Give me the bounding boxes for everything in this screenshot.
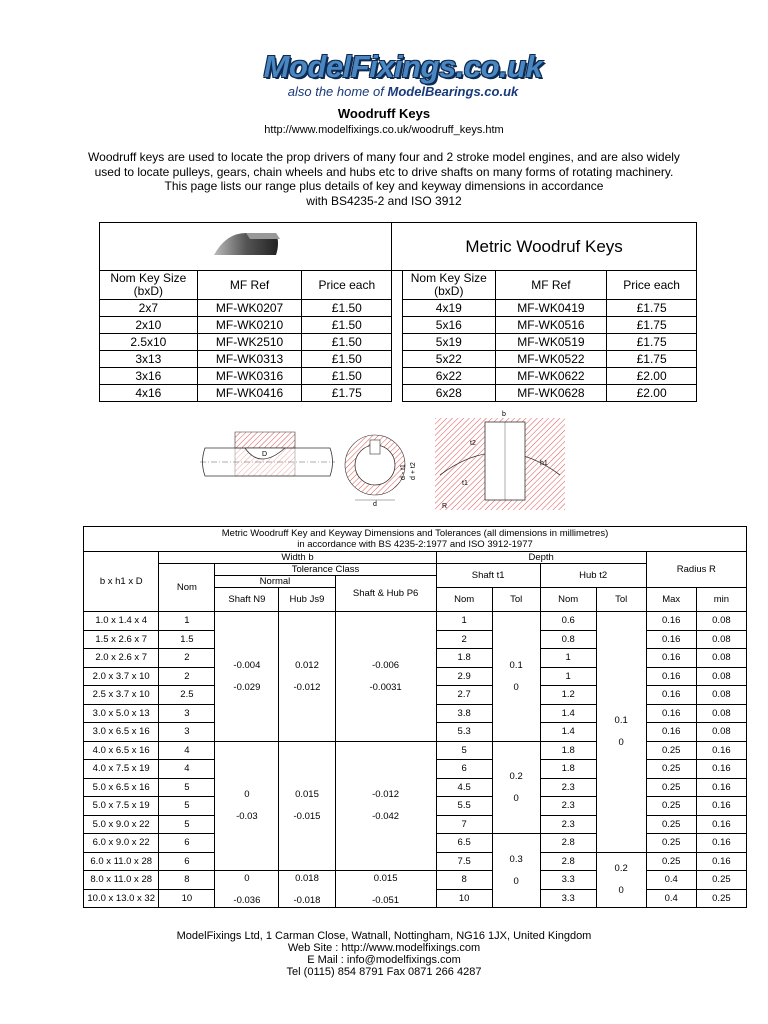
header-width: Width b [159, 552, 436, 564]
header-bhd: b x h1 x D [84, 552, 159, 612]
size-cell: 5.0 x 6.5 x 16 [84, 778, 159, 797]
radius-min-cell: 0.08 [696, 649, 746, 668]
price-cell: £1.50 [302, 368, 392, 385]
radius-max-cell: 0.16 [646, 649, 696, 668]
key-image-cell [100, 223, 392, 271]
col-header-price: Price each [302, 271, 392, 300]
shaft-nom-cell: 5 [436, 741, 492, 760]
width-nom-cell: 2.5 [159, 686, 215, 705]
logo-main-text: ModelFixings.co.uk [263, 49, 543, 84]
width-nom-cell: 4 [159, 760, 215, 779]
price-cell: £2.00 [607, 368, 697, 385]
header-depth: Depth [436, 552, 646, 564]
logo [258, 50, 548, 100]
radius-min-cell: 0.25 [696, 889, 746, 908]
size-cell: 5.0 x 7.5 x 19 [84, 797, 159, 816]
header-shaft-nom: Nom [436, 588, 492, 612]
dimensions-table [83, 526, 747, 908]
hub-tol-cell: 0.2 0 [596, 852, 646, 908]
ref-cell: MF-WK0313 [197, 351, 302, 368]
width-nom-cell: 2 [159, 649, 215, 668]
radius-max-cell: 0.25 [646, 797, 696, 816]
radius-min-cell: 0.16 [696, 852, 746, 871]
caption-line-1: Metric Woodruff Key and Keyway Dimensions and Tolerances (all dimensions in millimetres) [221, 528, 609, 539]
radius-max-cell: 0.16 [646, 686, 696, 705]
shaft-nom-cell: 6 [436, 760, 492, 779]
tol-n9-cell: -0.004 -0.029 [215, 612, 279, 742]
keyway-detail-view [435, 411, 565, 510]
hub-nom-cell: 1.4 [540, 723, 596, 742]
label-b: b [502, 411, 506, 418]
radius-min-cell: 0.16 [696, 815, 746, 834]
width-nom-cell: 1.5 [159, 630, 215, 649]
hub-nom-cell: 3.3 [540, 871, 596, 890]
radius-min-cell: 0.08 [696, 704, 746, 723]
shaft-nom-cell: 2.7 [436, 686, 492, 705]
shaft-nom-cell: 7 [436, 815, 492, 834]
shaft-nom-cell: 2.9 [436, 667, 492, 686]
ref-cell: MF-WK0622 [495, 368, 607, 385]
price-cell: £1.75 [607, 334, 697, 351]
size-cell: 6x28 [402, 385, 495, 402]
radius-max-cell: 0.25 [646, 815, 696, 834]
table-gap [392, 300, 403, 317]
radius-max-cell: 0.4 [646, 889, 696, 908]
radius-max-cell: 0.16 [646, 630, 696, 649]
woodruff-key-icon [206, 225, 286, 265]
ref-cell: MF-WK0416 [197, 385, 302, 402]
shaft-nom-cell: 2 [436, 630, 492, 649]
radius-min-cell: 0.08 [696, 612, 746, 631]
size-cell: 10.0 x 13.0 x 32 [84, 889, 159, 908]
table-row [84, 871, 747, 890]
label-t1: t1 [462, 480, 468, 487]
ref-cell: MF-WK0210 [197, 317, 302, 334]
header-nom: Nom [159, 564, 215, 612]
header-radius: Radius R [646, 552, 746, 588]
table-row [100, 385, 697, 402]
table-row [84, 741, 747, 760]
width-nom-cell: 8 [159, 871, 215, 890]
size-cell: 4.0 x 6.5 x 16 [84, 741, 159, 760]
size-cell: 2.0 x 2.6 x 7 [84, 649, 159, 668]
size-cell: 3x13 [100, 351, 198, 368]
table-gap [392, 271, 403, 300]
label-t2: t2 [470, 440, 476, 447]
size-cell: 2.5x10 [100, 334, 198, 351]
dimensions-table-body [84, 612, 747, 908]
ref-cell: MF-WK0628 [495, 385, 607, 402]
logo-sub-prefix: also the home of [287, 84, 388, 99]
ref-cell: MF-WK0522 [495, 351, 607, 368]
radius-min-cell: 0.16 [696, 760, 746, 779]
price-cell: £1.50 [302, 317, 392, 334]
price-cell: £1.75 [607, 300, 697, 317]
hub-nom-cell: 2.8 [540, 852, 596, 871]
radius-min-cell: 0.16 [696, 834, 746, 853]
hub-nom-cell: 2.3 [540, 778, 596, 797]
footer-website[interactable]: Web Site : http://www.modelfixings.com [287, 942, 481, 954]
hub-nom-cell: 0.6 [540, 612, 596, 631]
caption-line-2: in accordance with BS 4235-2:1977 and ISO 3912-1977 [297, 539, 533, 550]
size-cell: 5x19 [402, 334, 495, 351]
page-title: Woodruff Keys [337, 106, 431, 121]
width-nom-cell: 5 [159, 797, 215, 816]
table-row [100, 317, 697, 334]
col-header-ref: MF Ref [495, 271, 607, 300]
header-shaft-hub-p6: Shaft & Hub P6 [335, 576, 436, 612]
size-cell: 4x16 [100, 385, 198, 402]
price-cell: £1.50 [302, 334, 392, 351]
radius-min-cell: 0.08 [696, 723, 746, 742]
logo-sub-text [258, 84, 548, 100]
ref-cell: MF-WK0519 [495, 334, 607, 351]
hub-nom-cell: 0.8 [540, 630, 596, 649]
shaft-nom-cell: 6.5 [436, 834, 492, 853]
intro-paragraph: Woodruff keys are used to locate the prop drivers of many four and 2 stroke model engines, and are also widely used to locate pulleys, gears, chain wheels and hubs etc to drive shafts on many forms of rotating machinery. [88, 150, 680, 179]
label-d-minus-t1: d - t1 [400, 464, 407, 480]
hub-nom-cell: 1.2 [540, 686, 596, 705]
ref-cell: MF-WK0516 [495, 317, 607, 334]
size-cell: 2x10 [100, 317, 198, 334]
hub-nom-cell: 3.3 [540, 889, 596, 908]
price-cell: £2.00 [607, 385, 697, 402]
width-nom-cell: 3 [159, 723, 215, 742]
radius-max-cell: 0.25 [646, 834, 696, 853]
size-cell: 4x19 [402, 300, 495, 317]
shaft-tol-cell: 0.2 0 [492, 741, 540, 834]
table-row [100, 351, 697, 368]
radius-max-cell: 0.16 [646, 667, 696, 686]
shaft-nom-cell: 1 [436, 612, 492, 631]
shaft-nom-cell: 10 [436, 889, 492, 908]
radius-max-cell: 0.16 [646, 723, 696, 742]
radius-min-cell: 0.16 [696, 778, 746, 797]
size-cell: 1.5 x 2.6 x 7 [84, 630, 159, 649]
col-header-ref: MF Ref [197, 271, 302, 300]
logo-sub-brand: ModelBearings.co.uk [387, 84, 519, 99]
hub-nom-cell: 1 [540, 649, 596, 668]
tol-n9-cell: 0 -0.03 [215, 741, 279, 871]
footer [0, 930, 768, 978]
header-hub-tol: Tol [596, 588, 646, 612]
radius-max-cell: 0.16 [646, 704, 696, 723]
table-row [100, 334, 697, 351]
ref-cell: MF-WK0419 [495, 300, 607, 317]
size-cell: 3x16 [100, 368, 198, 385]
size-cell: 3.0 x 6.5 x 16 [84, 723, 159, 742]
tol-p6-cell: -0.006 -0.0031 [335, 612, 436, 742]
width-nom-cell: 6 [159, 852, 215, 871]
shaft-nom-cell: 7.5 [436, 852, 492, 871]
size-cell: 4.0 x 7.5 x 19 [84, 760, 159, 779]
radius-min-cell: 0.08 [696, 667, 746, 686]
table-gap [392, 385, 403, 402]
price-cell: £1.50 [302, 351, 392, 368]
shaft-nom-cell: 5.5 [436, 797, 492, 816]
radius-max-cell: 0.4 [646, 871, 696, 890]
col-header-size: Nom Key Size (bxD) [402, 271, 495, 300]
ref-cell: MF-WK2510 [197, 334, 302, 351]
size-cell: 1.0 x 1.4 x 4 [84, 612, 159, 631]
shaft-nom-cell: 4.5 [436, 778, 492, 797]
shaft-tol-cell: 0.3 0 [492, 834, 540, 908]
width-nom-cell: 5 [159, 815, 215, 834]
size-cell: 6x22 [402, 368, 495, 385]
label-h1: h1 [540, 460, 548, 467]
intro-text [0, 150, 768, 208]
label-D: D [262, 451, 268, 458]
intro-paragraph-2: This page lists our range plus details of key and keyway dimensions in accordance with BS4235-2 and ISO 3912 [164, 179, 604, 208]
radius-min-cell: 0.16 [696, 741, 746, 760]
radius-max-cell: 0.25 [646, 741, 696, 760]
label-R: R [442, 503, 448, 510]
header-hub-js9: Hub Js9 [279, 588, 335, 612]
header-radius-min: min [696, 588, 746, 612]
header-tolerance-class: Tolerance Class [215, 564, 436, 576]
table-gap [392, 351, 403, 368]
size-cell: 6.0 x 9.0 x 22 [84, 834, 159, 853]
hub-nom-cell: 1.4 [540, 704, 596, 723]
hub-nom-cell: 1.8 [540, 741, 596, 760]
width-nom-cell: 2 [159, 667, 215, 686]
col-header-price: Price each [607, 271, 697, 300]
width-nom-cell: 6 [159, 834, 215, 853]
size-cell: 2.0 x 3.7 x 10 [84, 667, 159, 686]
price-cell: £1.50 [302, 300, 392, 317]
tol-js9-cell: 0.012 -0.012 [279, 612, 335, 742]
price-table-title: Metric Woodruf Keys [392, 223, 697, 271]
size-cell: 5x16 [402, 317, 495, 334]
header-radius-max: Max [646, 588, 696, 612]
header-hub-t2: Hub t2 [540, 564, 646, 588]
size-cell: 8.0 x 11.0 x 28 [84, 871, 159, 890]
radius-max-cell: 0.25 [646, 852, 696, 871]
radius-min-cell: 0.16 [696, 797, 746, 816]
radius-min-cell: 0.08 [696, 686, 746, 705]
size-cell: 6.0 x 11.0 x 28 [84, 852, 159, 871]
radius-max-cell: 0.16 [646, 612, 696, 631]
shaft-cross-section [345, 435, 417, 508]
footer-email[interactable]: E Mail : info@modelfixings.com [307, 954, 461, 966]
hub-nom-cell: 1.8 [540, 760, 596, 779]
price-table [99, 222, 697, 402]
shaft-side-view [200, 432, 335, 476]
ref-cell: MF-WK0207 [197, 300, 302, 317]
size-cell: 3.0 x 5.0 x 13 [84, 704, 159, 723]
hub-nom-cell: 2.3 [540, 815, 596, 834]
dim-table-caption [84, 527, 747, 552]
ref-cell: MF-WK0316 [197, 368, 302, 385]
shaft-nom-cell: 8 [436, 871, 492, 890]
table-gap [392, 368, 403, 385]
width-nom-cell: 3 [159, 704, 215, 723]
footer-address: ModelFixings Ltd, 1 Carman Close, Watnall, Nottingham, NG16 1JX, United Kingdom [176, 930, 592, 942]
price-cell: £1.75 [302, 385, 392, 402]
radius-max-cell: 0.25 [646, 778, 696, 797]
radius-max-cell: 0.25 [646, 760, 696, 779]
col-header-size: Nom Key Size (bxD) [100, 271, 198, 300]
hub-nom-cell: 2.8 [540, 834, 596, 853]
header-normal: Normal [215, 576, 335, 588]
shaft-nom-cell: 3.8 [436, 704, 492, 723]
width-nom-cell: 10 [159, 889, 215, 908]
table-gap [392, 334, 403, 351]
table-gap [392, 317, 403, 334]
label-d-plus-t2: d + t2 [410, 462, 417, 480]
header-shaft-tol: Tol [492, 588, 540, 612]
tol-n9-cell: 0 -0.036 [215, 871, 279, 908]
radius-min-cell: 0.08 [696, 630, 746, 649]
width-nom-cell: 1 [159, 612, 215, 631]
shaft-tol-cell: 0.1 0 [492, 612, 540, 742]
size-cell: 5.0 x 9.0 x 22 [84, 815, 159, 834]
table-row [100, 300, 697, 317]
table-row [100, 368, 697, 385]
footer-phone: Tel (0115) 854 8791 Fax 0871 266 4287 [286, 966, 482, 978]
keyway-diagram [200, 410, 580, 515]
price-cell: £1.75 [607, 317, 697, 334]
label-d: d [373, 501, 377, 508]
width-nom-cell: 4 [159, 741, 215, 760]
price-cell: £1.75 [607, 351, 697, 368]
size-cell: 2.5 x 3.7 x 10 [84, 686, 159, 705]
width-nom-cell: 5 [159, 778, 215, 797]
tol-p6-cell: 0.015 -0.051 [335, 871, 436, 908]
shaft-nom-cell: 5.3 [436, 723, 492, 742]
page-url[interactable]: http://www.modelfixings.co.uk/woodruff_keys.htm [264, 124, 504, 136]
hub-tol-cell: 0.1 0 [596, 612, 646, 853]
radius-min-cell: 0.25 [696, 871, 746, 890]
hub-nom-cell: 1 [540, 667, 596, 686]
tol-p6-cell: -0.012 -0.042 [335, 741, 436, 871]
hub-nom-cell: 2.3 [540, 797, 596, 816]
size-cell: 2x7 [100, 300, 198, 317]
header-shaft-t1: Shaft t1 [436, 564, 540, 588]
size-cell: 5x22 [402, 351, 495, 368]
table-row [84, 612, 747, 631]
tol-js9-cell: 0.015 -0.015 [279, 741, 335, 871]
shaft-nom-cell: 1.8 [436, 649, 492, 668]
tol-js9-cell: 0.018 -0.018 [279, 871, 335, 908]
header-shaft-n9: Shaft N9 [215, 588, 279, 612]
header-hub-nom: Nom [540, 588, 596, 612]
